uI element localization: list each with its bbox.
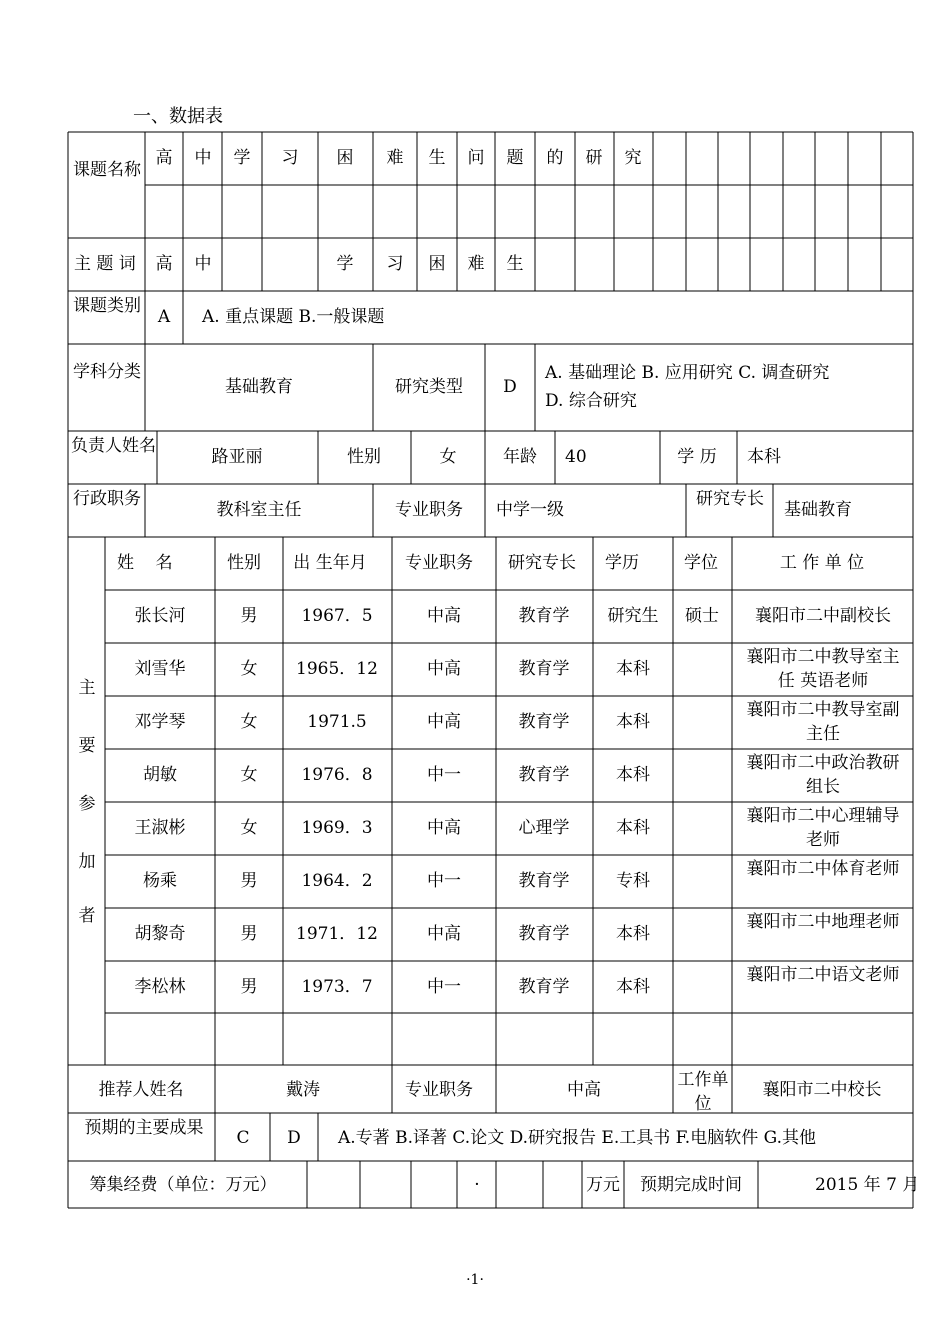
participant-specialty: 教育学 (518, 765, 570, 785)
participant-gender: 女 (240, 712, 258, 732)
funding-dot: · (474, 1175, 480, 1195)
participant-title: 中高 (427, 818, 461, 838)
participant-edu: 本科 (616, 977, 650, 997)
participant-gender: 男 (240, 606, 258, 626)
section-title: 一、数据表 (133, 106, 223, 127)
participant-gender: 男 (240, 924, 258, 944)
participant-name: 杨乘 (143, 871, 177, 891)
research-type-options-1: A. 基础理论 B. 应用研究 C. 调查研究 (545, 363, 830, 383)
participants-header: 出 生年月 (293, 553, 367, 573)
participant-name: 邓学琴 (134, 712, 186, 732)
participant-title: 中高 (427, 659, 461, 679)
participant-specialty: 教育学 (518, 924, 570, 944)
participant-degree: 硕士 (685, 606, 719, 626)
participant-title: 中一 (427, 977, 461, 997)
recommender-unit-label: 工作单位 (677, 1070, 729, 1114)
participants-side-label: 加 (78, 852, 96, 872)
leader-gender: 女 (439, 447, 457, 467)
participant-edu: 专科 (616, 871, 650, 891)
page-number: ·1· (466, 1272, 484, 1288)
professional-title: 中学一级 (496, 500, 564, 520)
participant-title: 中一 (427, 765, 461, 785)
participant-name: 胡黎奇 (134, 924, 186, 944)
participant-gender: 女 (240, 818, 258, 838)
participant-birth: 1971.5 (307, 712, 367, 732)
participants-header: 研究专长 (508, 553, 576, 573)
participant-unit: 襄阳市二中政治教研组长 (746, 753, 900, 797)
finish-time: 2015 年 7 月 (815, 1175, 920, 1195)
participants-header: 学位 (684, 553, 718, 573)
participant-birth: 1971．12 (296, 924, 378, 944)
research-type-label: 研究类型 (395, 377, 463, 397)
recommender-label: 推荐人姓名 (98, 1080, 184, 1100)
participants-header: 学历 (605, 553, 639, 573)
leader-name: 路亚丽 (211, 447, 263, 467)
title-char: 题 (506, 148, 524, 168)
participant-edu: 研究生 (607, 606, 659, 626)
participant-specialty: 教育学 (518, 606, 570, 626)
participant-birth: 1969．3 (301, 818, 373, 838)
title-char: 中 (194, 148, 212, 168)
category-label: 课题类别 (73, 296, 141, 316)
subject-value: 基础教育 (225, 377, 293, 397)
participant-title: 中高 (427, 924, 461, 944)
title-char: 问 (467, 148, 485, 168)
admin-position-label: 行政职务 (73, 489, 141, 509)
keyword-char: 生 (506, 254, 524, 274)
participant-specialty: 教育学 (518, 659, 570, 679)
leader-age: 40 (565, 447, 587, 467)
participants-side-label: 主 (78, 678, 96, 698)
participant-unit: 襄阳市二中体育老师 (746, 859, 900, 879)
participants-header: 工 作 单 位 (779, 553, 865, 573)
recommender-name: 戴涛 (286, 1080, 320, 1100)
participant-title: 中高 (427, 606, 461, 626)
leader-edu: 本科 (747, 447, 781, 467)
participant-birth: 1967．5 (301, 606, 373, 626)
participant-unit: 襄阳市二中教导室副主任 (746, 700, 900, 744)
participant-name: 胡敏 (143, 765, 177, 785)
participant-gender: 男 (240, 871, 258, 891)
subject-label: 学科分类 (73, 362, 141, 382)
participant-unit: 襄阳市二中副校长 (755, 606, 891, 626)
title-char: 学 (233, 148, 251, 168)
recommender-title: 中高 (567, 1080, 601, 1100)
participant-edu: 本科 (616, 765, 650, 785)
leader-gender-label: 性别 (347, 447, 381, 467)
participants-side-label: 者 (78, 906, 96, 926)
title-char: 高 (155, 148, 173, 168)
participant-unit: 襄阳市二中语文老师 (746, 965, 900, 985)
participant-name: 张长河 (134, 606, 186, 626)
keyword-char: 困 (428, 254, 446, 274)
recommender-unit: 襄阳市二中校长 (762, 1080, 882, 1100)
participants-header: 性别 (227, 553, 261, 573)
participants-header: 专业职务 (405, 553, 473, 573)
keyword-char: 中 (194, 254, 212, 274)
admin-position: 教科室主任 (216, 500, 302, 520)
outcome-value-2: D (287, 1128, 301, 1148)
professional-title-label: 专业职务 (395, 500, 463, 520)
participant-name: 李松林 (134, 977, 186, 997)
participants-header: 姓 名 (117, 553, 173, 573)
category-options: A. 重点课题 B.一般课题 (202, 307, 385, 327)
participant-name: 刘雪华 (134, 659, 186, 679)
participant-unit: 襄阳市二中心理辅导老师 (746, 806, 900, 850)
participant-title: 中高 (427, 712, 461, 732)
title-char: 习 (281, 148, 299, 168)
title-label: 课题名称 (73, 160, 141, 180)
keyword-char: 学 (336, 254, 354, 274)
participant-gender: 男 (240, 977, 258, 997)
title-char: 研 (585, 148, 603, 168)
finish-time-label: 预期完成时间 (640, 1175, 742, 1195)
recommender-title-label: 专业职务 (405, 1080, 473, 1100)
participant-birth: 1965．12 (296, 659, 378, 679)
title-char: 究 (624, 148, 642, 168)
participant-name: 王淑彬 (134, 818, 186, 838)
participant-edu: 本科 (616, 659, 650, 679)
category-value: A (157, 307, 171, 327)
participant-unit: 襄阳市二中教导室主任 英语老师 (746, 647, 900, 691)
outcome-options: A.专著 B.译著 C.论文 D.研究报告 E.工具书 F.电脑软件 G.其他 (338, 1128, 816, 1148)
keywords-label: 主 题 词 (74, 254, 136, 274)
participant-birth: 1976．8 (301, 765, 373, 785)
specialty: 基础教育 (784, 500, 852, 520)
keyword-char: 难 (467, 254, 485, 274)
funding-label: 筹集经费（单位：万元） (89, 1175, 277, 1195)
title-char: 困 (336, 148, 354, 168)
participant-birth: 1973．7 (301, 977, 373, 997)
leader-age-label: 年龄 (503, 447, 537, 467)
leader-name-label: 负责人姓名 (71, 436, 156, 456)
leader-edu-label: 学 历 (677, 447, 717, 467)
participant-edu: 本科 (616, 924, 650, 944)
participant-birth: 1964．2 (301, 871, 373, 891)
outcome-label: 预期的主要成果 (84, 1118, 204, 1138)
participants-side-label: 要 (78, 736, 96, 756)
research-type-value: D (503, 377, 517, 397)
specialty-label: 研究专长 (696, 489, 764, 509)
funding-unit: 万元 (586, 1175, 620, 1195)
participants-side-label: 参 (78, 794, 96, 814)
participant-title: 中一 (427, 871, 461, 891)
participant-gender: 女 (240, 765, 258, 785)
participant-gender: 女 (240, 659, 258, 679)
participant-unit: 襄阳市二中地理老师 (746, 912, 900, 932)
keyword-char: 高 (155, 254, 173, 274)
keyword-char: 习 (386, 254, 404, 274)
research-type-options-2: D. 综合研究 (545, 391, 637, 411)
participant-specialty: 教育学 (518, 871, 570, 891)
outcome-value-1: C (236, 1128, 250, 1148)
title-char: 难 (386, 148, 404, 168)
participant-specialty: 心理学 (518, 818, 570, 838)
title-char: 的 (546, 148, 564, 168)
title-char: 生 (428, 148, 446, 168)
participant-specialty: 教育学 (518, 977, 570, 997)
participant-edu: 本科 (616, 712, 650, 732)
participant-specialty: 教育学 (518, 712, 570, 732)
participant-edu: 本科 (616, 818, 650, 838)
